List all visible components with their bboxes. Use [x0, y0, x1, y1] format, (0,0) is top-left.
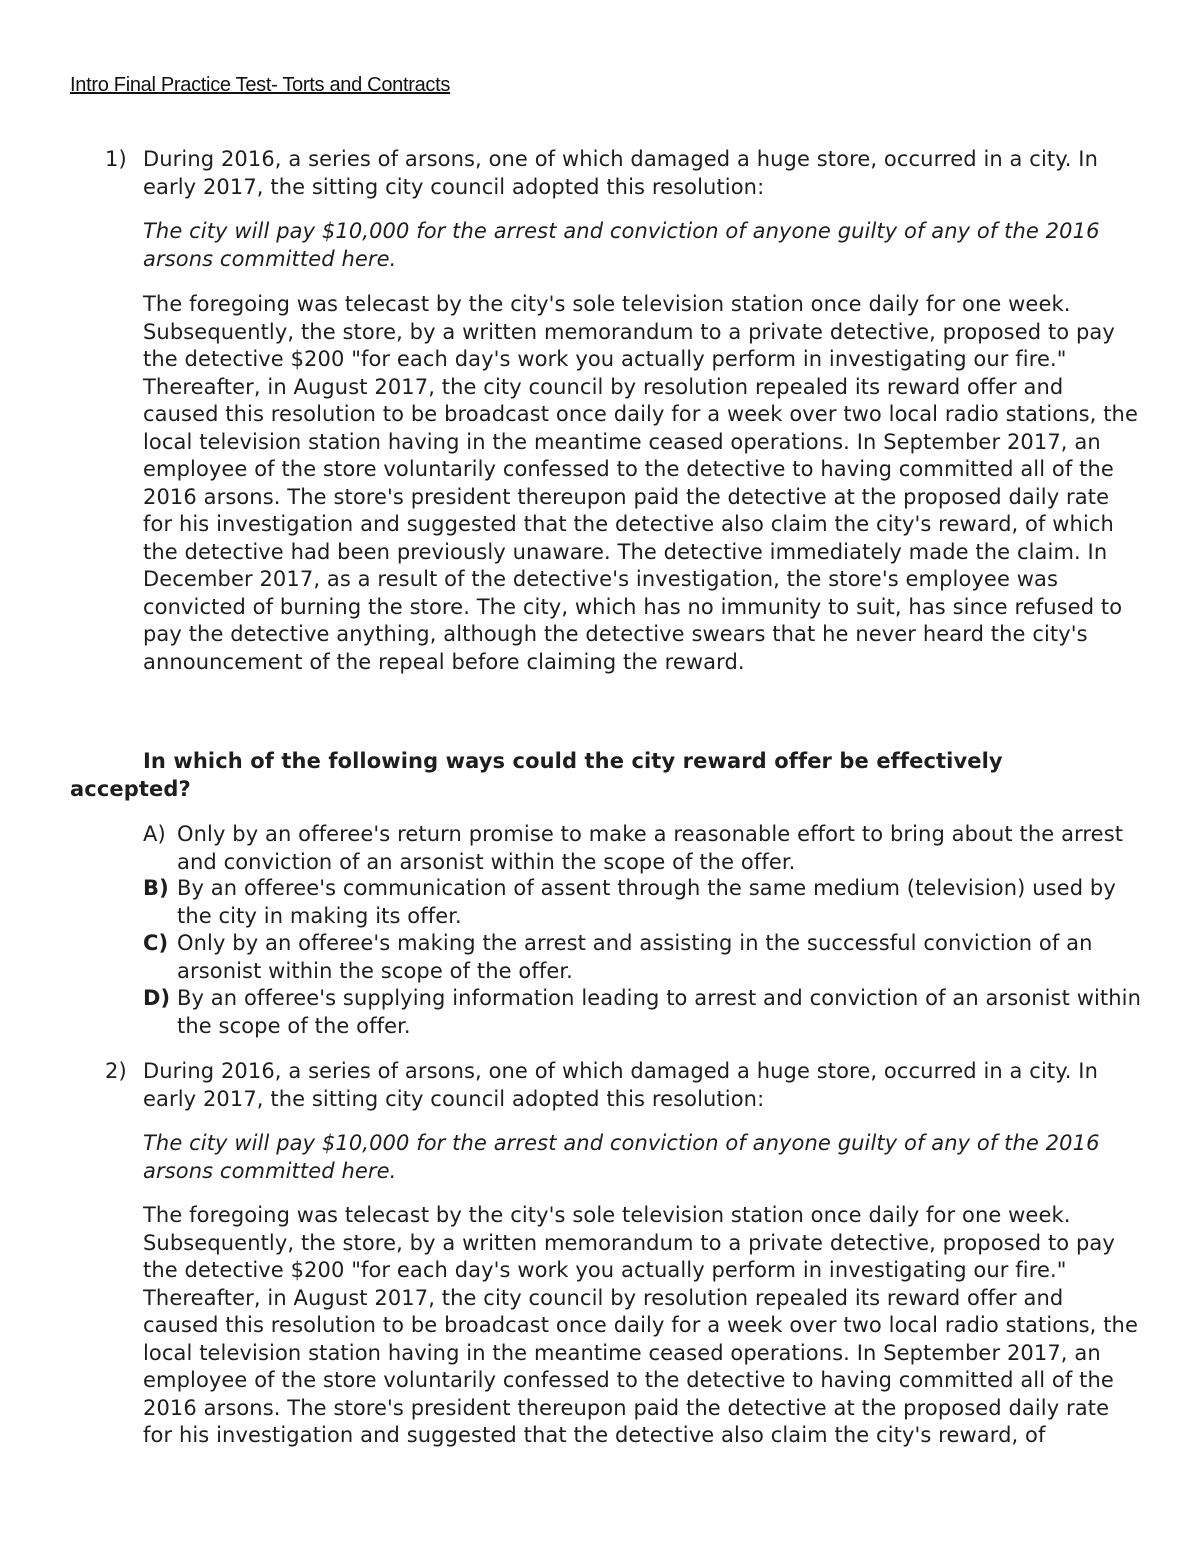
answer-option-c[interactable]	[143, 930, 1143, 985]
option-text: By an offeree's communication of assent through the same medium (television) used by the city in making its offer.	[177, 876, 1116, 928]
answer-option-b[interactable]	[143, 875, 1143, 930]
question-number: 1)	[105, 147, 127, 171]
option-text: By an offeree's supplying information leading to arrest and conviction of an arsonist within the scope of the offer.	[177, 986, 1142, 1038]
question-intro: During 2016, a series of arsons, one of which damaged a huge store, occurred in a city. In early 2017, the sitting city council adopted this resolution:	[143, 147, 1099, 199]
option-letter: D)	[143, 986, 171, 1010]
option-letter: B)	[143, 876, 169, 900]
option-text: Only by an offeree's making the arrest and assisting in the successful conviction of an arsonist within the scope of the offer.	[177, 931, 1093, 983]
question-number: 2)	[105, 1059, 127, 1083]
question-facts: The foregoing was telecast by the city's sole television station once daily for one week. Subsequently, the store, by a written memorandum to a private detective, proposed to pay the detective $200 "for each day's work you actually perform in investigating our fire." Thereafter, in August 2017, the city council by resolution repealed its reward offer and caused this resolution to be broadcast once daily for a week over two local radio stations, the local television station having in the meantime ceased operations. In September 2017, an employee of the store voluntarily confessed to the detective to having committed all of the 2016 arsons. The store's president thereupon paid the detective at the proposed daily rate for his investigation and suggested that the detective also claim the city's reward, of which the detective had been previously unaware. The detective immediately made the claim. In December 2017, as a result of the detective's investigation, the store's employee was convicted of burning the store. The city, which has no immunity to suit, has since refused to pay the detective anything, although the detective swears that he never heard the city's announcement of the repeal before claiming the reward.	[143, 292, 1138, 674]
answer-option-a[interactable]	[143, 821, 1143, 876]
document-title: Intro Final Practice Test- Torts and Contracts	[70, 74, 451, 96]
question-facts: The foregoing was telecast by the city's sole television station once daily for one week. Subsequently, the store, by a written memorandum to a private detective, proposed to pay the detective $200 "for each day's work you actually perform in investigating our fire." Thereafter, in August 2017, the city council by resolution repealed its reward offer and caused this resolution to be broadcast once daily for a week over two local radio stations, the local television station having in the meantime ceased operations. In September 2017, an employee of the store voluntarily confessed to the detective to having committed all of the 2016 arsons. The store's president thereupon paid the detective at the proposed daily rate for his investigation and suggested that the detective also claim the city's reward, of	[143, 1203, 1138, 1447]
answer-option-d[interactable]	[143, 985, 1143, 1040]
resolution-quote: The city will pay $10,000 for the arrest and conviction of anyone guilty of any of the 2016 arsons committed here.	[143, 219, 1100, 271]
option-letter: C)	[143, 931, 169, 955]
option-text: Only by an offeree's return promise to make a reasonable effort to bring about the arrest and conviction of an arsonist within the scope of the offer.	[177, 822, 1124, 874]
option-letter: A)	[143, 822, 166, 846]
question-intro: During 2016, a series of arsons, one of which damaged a huge store, occurred in a city. In early 2017, the sitting city council adopted this resolution:	[143, 1059, 1099, 1111]
resolution-quote: The city will pay $10,000 for the arrest and conviction of anyone guilty of any of the 2016 arsons committed here.	[143, 1131, 1100, 1183]
question-prompt: In which of the following ways could the city reward offer be effectively accepted?	[70, 749, 1003, 801]
